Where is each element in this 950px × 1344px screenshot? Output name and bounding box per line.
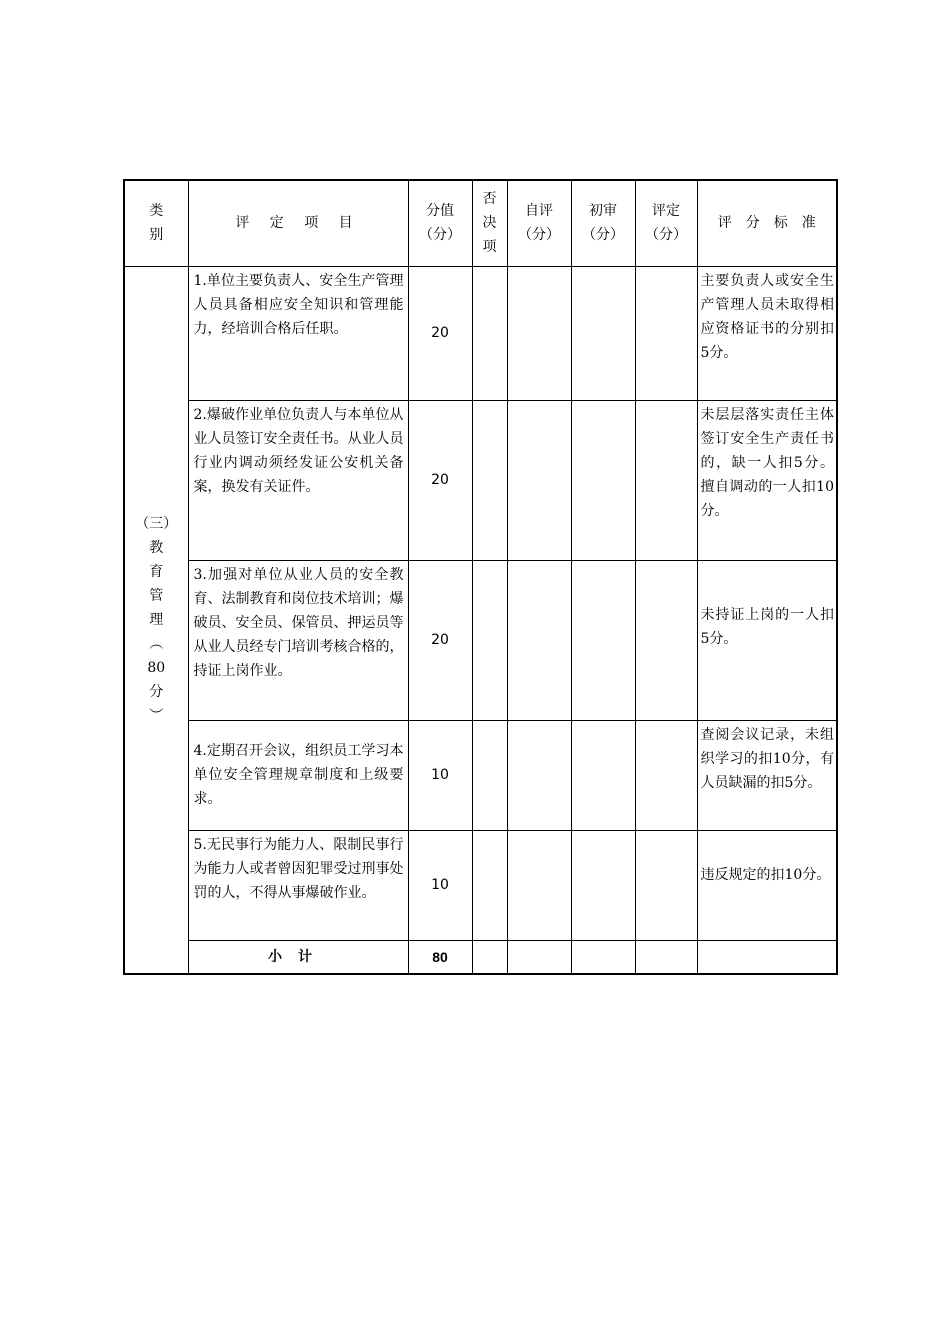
first-review-cell xyxy=(571,400,635,560)
veto-cell xyxy=(472,940,507,974)
veto-cell xyxy=(472,560,507,720)
evaluation-table xyxy=(123,179,838,975)
subtotal-row xyxy=(124,940,837,974)
self-eval-cell xyxy=(507,400,571,560)
header-self-eval: 自评 （分） xyxy=(507,180,571,266)
first-review-cell xyxy=(571,266,635,400)
header-category: 类 别 xyxy=(124,180,188,266)
item-text: 5.无民事行为能力人、限制民事行为能力人或者曾因犯罪受过刑事处罚的人，不得从事爆破作业。 xyxy=(188,830,408,940)
header-standard: 评 分 标 准 xyxy=(697,180,837,266)
veto-cell xyxy=(472,830,507,940)
item-text: 3.加强对单位从业人员的安全教育、法制教育和岗位技术培训；爆破员、安全员、保管员、押运员等从业人员经专门培训考核合格的，持证上岗作业。 xyxy=(188,560,408,720)
final-eval-cell xyxy=(635,560,697,720)
subtotal-score: 80 xyxy=(408,940,472,974)
header-final-eval: 评定 （分） xyxy=(635,180,697,266)
self-eval-cell xyxy=(507,940,571,974)
item-standard: 查阅会议记录，未组织学习的扣10分，有人员缺漏的扣5分。 xyxy=(697,720,837,830)
self-eval-cell xyxy=(507,830,571,940)
veto-cell xyxy=(472,266,507,400)
final-eval-cell xyxy=(635,830,697,940)
table-row xyxy=(124,266,837,400)
header-row xyxy=(124,180,837,266)
standard-cell xyxy=(697,940,837,974)
item-text: 1.单位主要负责人、安全生产管理人员具备相应安全知识和管理能力，经培训合格后任职。 xyxy=(188,266,408,400)
final-eval-cell xyxy=(635,720,697,830)
final-eval-cell xyxy=(635,266,697,400)
header-veto: 否 决 项 xyxy=(472,180,507,266)
item-text: 2.爆破作业单位负责人与本单位从业人员签订安全责任书。从业人员行业内调动须经发证公安机关备案，换发有关证件。 xyxy=(188,400,408,560)
final-eval-cell xyxy=(635,940,697,974)
self-eval-cell xyxy=(507,560,571,720)
subtotal-label: 小计 xyxy=(188,940,408,974)
veto-cell xyxy=(472,720,507,830)
first-review-cell xyxy=(571,830,635,940)
final-eval-cell xyxy=(635,400,697,560)
item-score: 10 xyxy=(408,720,472,830)
item-text: 4.定期召开会议，组织员工学习本单位安全管理规章制度和上级要求。 xyxy=(188,720,408,830)
table-row xyxy=(124,560,837,720)
item-score: 10 xyxy=(408,830,472,940)
item-score: 20 xyxy=(408,266,472,400)
self-eval-cell xyxy=(507,720,571,830)
header-item: 评 定 项 目 xyxy=(188,180,408,266)
table-row xyxy=(124,830,837,940)
table-row xyxy=(124,400,837,560)
table-row xyxy=(124,720,837,830)
first-review-cell xyxy=(571,560,635,720)
self-eval-cell xyxy=(507,266,571,400)
first-review-cell xyxy=(571,720,635,830)
item-standard: 违反规定的扣10分。 xyxy=(697,830,837,940)
item-standard: 未持证上岗的一人扣5分。 xyxy=(697,560,837,720)
item-score: 20 xyxy=(408,560,472,720)
veto-cell xyxy=(472,400,507,560)
first-review-cell xyxy=(571,940,635,974)
header-score: 分值 （分） xyxy=(408,180,472,266)
category-cell: （三） 教 育 管 理 ︵ 80 分 ︶ xyxy=(124,266,188,974)
item-score: 20 xyxy=(408,400,472,560)
item-standard: 未层层落实责任主体签订安全生产责任书的，缺一人扣5分。擅自调动的一人扣10分。 xyxy=(697,400,837,560)
header-first-review: 初审 （分） xyxy=(571,180,635,266)
item-standard: 主要负责人或安全生产管理人员未取得相应资格证书的分别扣5分。 xyxy=(697,266,837,400)
